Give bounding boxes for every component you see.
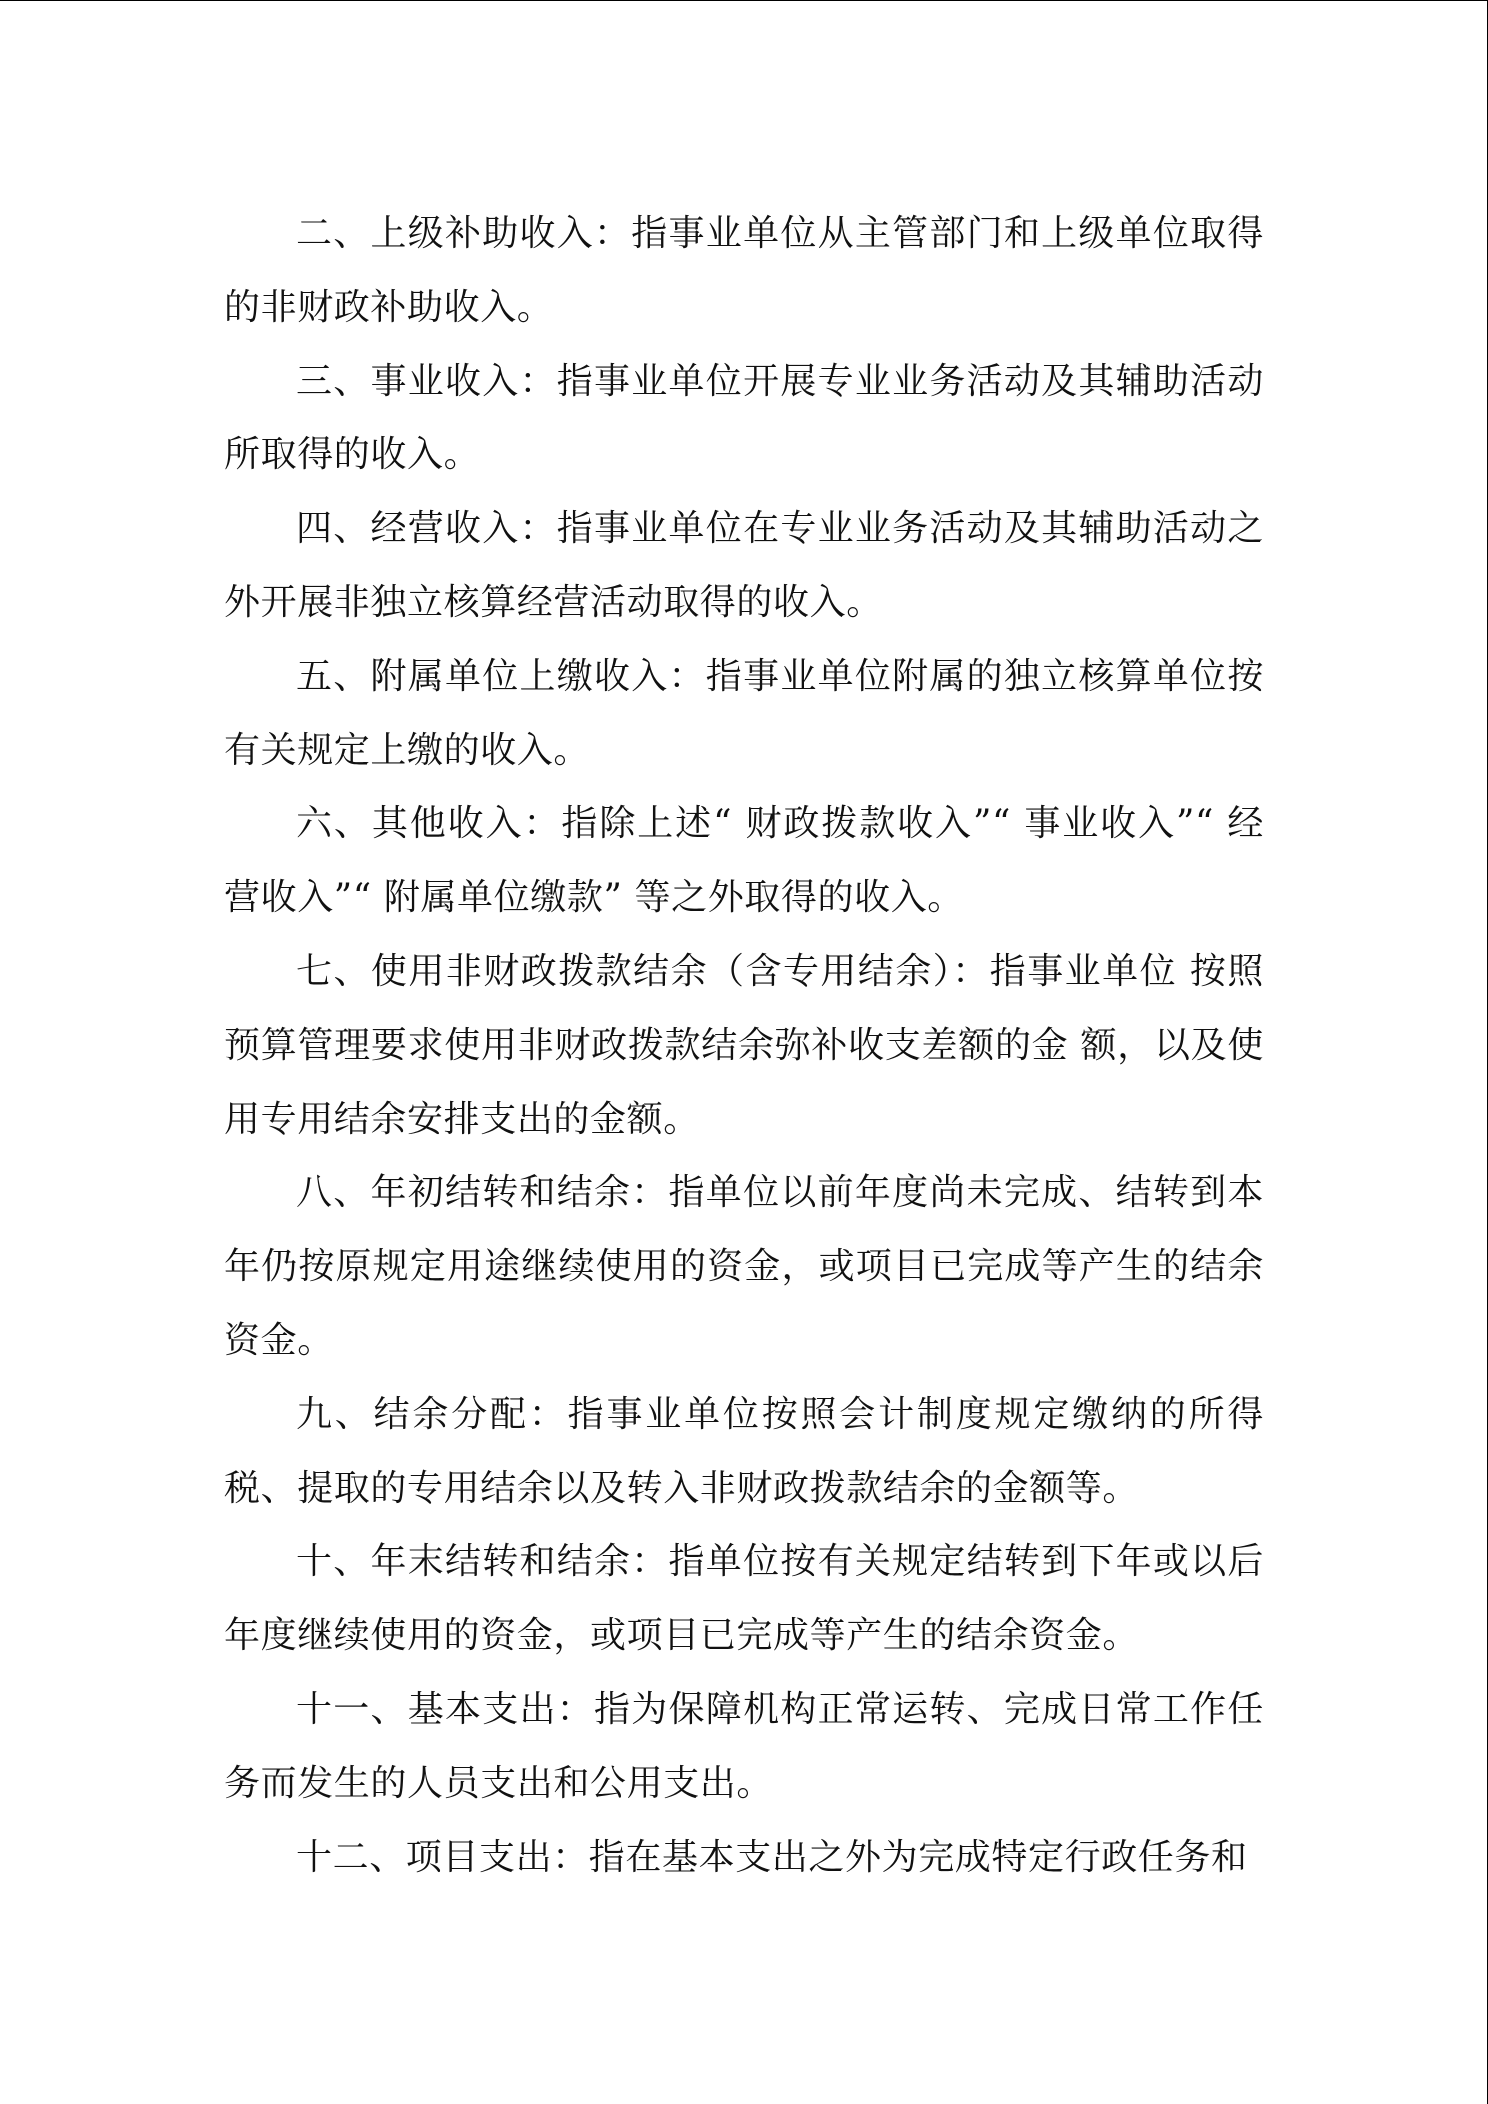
- paragraph-closing-carryover: 十、年末结转和结余：指单位按有关规定结转到下年或以后年度继续使用的资金，或项目已完成等产生的结余资金。: [224, 1541, 1264, 1657]
- paragraph-superior-subsidy-income: 二、上级补助收入：指事业单位从主管部门和上级单位取得的非财政补助收入。: [224, 213, 1264, 328]
- paragraph-opening-carryover: 八、年初结转和结余：指单位以前年度尚未完成、结转到本年仍按原规定用途继续使用的资金，或项目已完成等产生的结余资金。: [224, 1172, 1264, 1361]
- document-body: [224, 197, 1264, 1894]
- paragraph-affiliated-unit-income: 五、附属单位上缴收入：指事业单位附属的独立核算单位按有关规定上缴的收入。: [224, 655, 1264, 771]
- paragraph-other-income: 六、其他收入：指除上述“ 财政拨款收入”“ 事业收入”“ 经营收入”“ 附属单位缴款” 等之外取得的收入。: [224, 803, 1264, 919]
- paragraph-project-expenditure: 十二、项目支出：指在基本支出之外为完成特定行政任务和: [296, 1836, 1248, 1878]
- paragraph-operating-income: 四、经营收入：指事业单位在专业业务活动及其辅助活动之外开展非独立核算经营活动取得的收入。: [224, 508, 1264, 623]
- paragraph-basic-expenditure: 十一、基本支出：指为保障机构正常运转、完成日常工作任务而发生的人员支出和公用支出。: [224, 1688, 1264, 1804]
- paragraph-business-income: 三、事业收入：指事业单位开展专业业务活动及其辅助活动所取得的收入。: [224, 360, 1264, 476]
- paragraph-use-of-non-fiscal-balance: 七、使用非财政拨款结余（含专用结余）：指事业单位 按照预算管理要求使用非财政拨款结余弥补收支差额的金 额，以及使用专用结余安排支出的金额。: [224, 950, 1264, 1140]
- paragraph-balance-distribution: 九、结余分配：指事业单位按照会计制度规定缴纳的所得税、提取的专用结余以及转入非财政拨款结余的金额等。: [224, 1393, 1264, 1509]
